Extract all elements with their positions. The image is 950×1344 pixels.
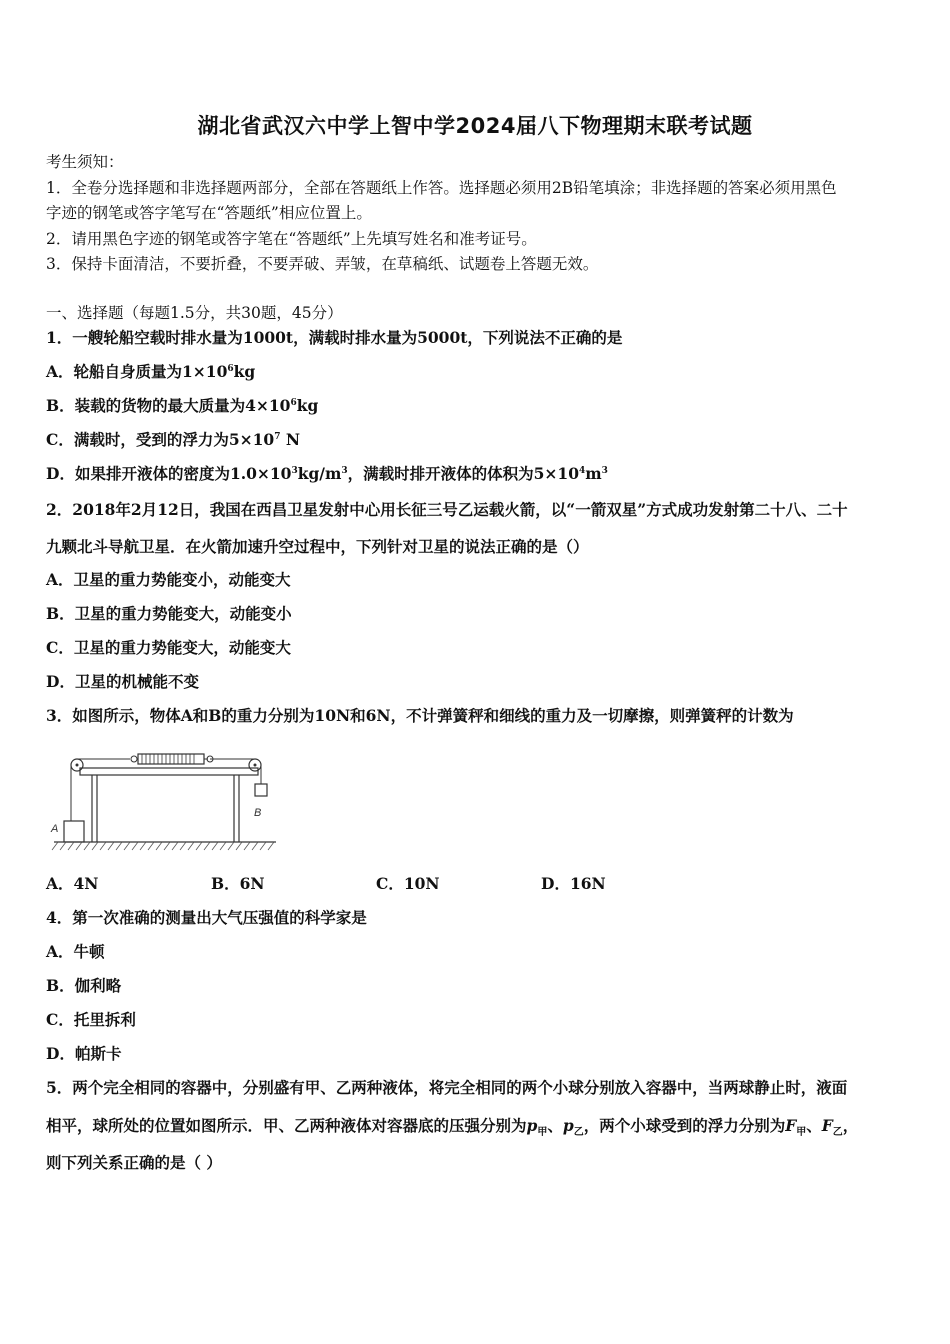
label-a: A (51, 823, 59, 835)
notice-heading: 考生须知： (46, 153, 124, 171)
q2-stem-a: 2．2018年2月12日，我国在西昌卫星发射中心用长征三号乙运载火箭，以“一箭双星”方式成功发射第二十八、二十 (46, 500, 848, 519)
section-heading: 一、选择题（每题1.5分，共30题，45分） (46, 304, 343, 322)
q4-option-a: A．牛顿 (46, 942, 105, 961)
q3-option-a: A．4N (46, 874, 99, 893)
q2-stem-b: 九颗北斗导航卫星．在火箭加速升空过程中，下列针对卫星的说法正确的是（） (46, 537, 589, 556)
notice-item-1a: 1．全卷分选择题和非选择题两部分，全部在答题纸上作答。选择题必须用2B铅笔填涂；非选择题的答案必须用黑色 (46, 179, 837, 197)
q4-option-d: D．帕斯卡 (46, 1044, 122, 1063)
q1-option-c: C．满载时，受到的浮力为$5\times 10^7$ N (46, 430, 301, 449)
q4-stem: 4．第一次准确的测量出大气压强值的科学家是 (46, 908, 367, 927)
q1-option-d: D．如果排开液体的密度为$1.0\times 10^3kg/m^3$，满载时排开液体的体积为$5\times 10^4m^3$ (46, 464, 608, 483)
q4-option-b: B．伽利略 (46, 976, 122, 995)
block-a (64, 821, 84, 842)
exam-title: 湖北省武汉六中学上智中学2024届八下物理期末联考试题 (197, 114, 753, 138)
notice-item-1b: 字迹的钢笔或答字笔写在“答题纸”相应位置上。 (46, 204, 372, 222)
q3-option-c: C．10N (376, 874, 440, 893)
block-b (255, 784, 267, 796)
label-b: B (254, 807, 262, 819)
q5-stem-a: 5．两个完全相同的容器中，分别盛有甲、乙两种液体，将完全相同的两个小球分别放入容器中，当两球静止时，液面 (46, 1078, 848, 1097)
q5-stem-c: 则下列关系正确的是（ ） (46, 1153, 222, 1172)
spring-scale (131, 754, 213, 764)
q2-option-a: A．卫星的重力势能变小，动能变大 (46, 570, 291, 589)
q5-stem-b: 相平，球所处的位置如图所示．甲、乙两种液体对容器底的压强分别为$p_甲$、$p_乙$，两个小球受到的浮力分别为$F_甲$、$F_乙$， (46, 1116, 859, 1139)
q3-stem: 3．如图所示，物体A和B的重力分别为10N和6N，不计弹簧秤和细线的重力及一切摩擦，则弹簧秤的计数为 (46, 706, 794, 725)
table-top (80, 768, 258, 775)
notice-item-3: 3．保持卡面清洁，不要折叠，不要弄破、弄皱，在草稿纸、试题卷上答题无效。 (46, 255, 599, 273)
q3-option-b: B．6N (211, 874, 265, 893)
q3-figure (50, 748, 280, 858)
q2-option-c: C．卫星的重力势能变大，动能变大 (46, 638, 291, 657)
q1-option-b: B．装载的货物的最大质量为$4\times 10^6kg$ (46, 396, 319, 415)
q2-option-d: D．卫星的机械能不变 (46, 672, 199, 691)
q3-option-d: D．16N (541, 874, 606, 893)
q4-option-c: C．托里拆利 (46, 1010, 136, 1029)
q1-option-a: A．轮船自身质量为$1\times 10^6kg$ (46, 362, 256, 381)
q1-stem: 1．一艘轮船空载时排水量为1000t，满载时排水量为5000t，下列说法不正确的是 (46, 328, 623, 347)
q3-options (46, 872, 606, 894)
q2-option-b: B．卫星的重力势能变大，动能变小 (46, 604, 292, 623)
notice-item-2: 2．请用黑色字迹的钢笔或答字笔在“答题纸”上先填写姓名和准考证号。 (46, 230, 537, 248)
